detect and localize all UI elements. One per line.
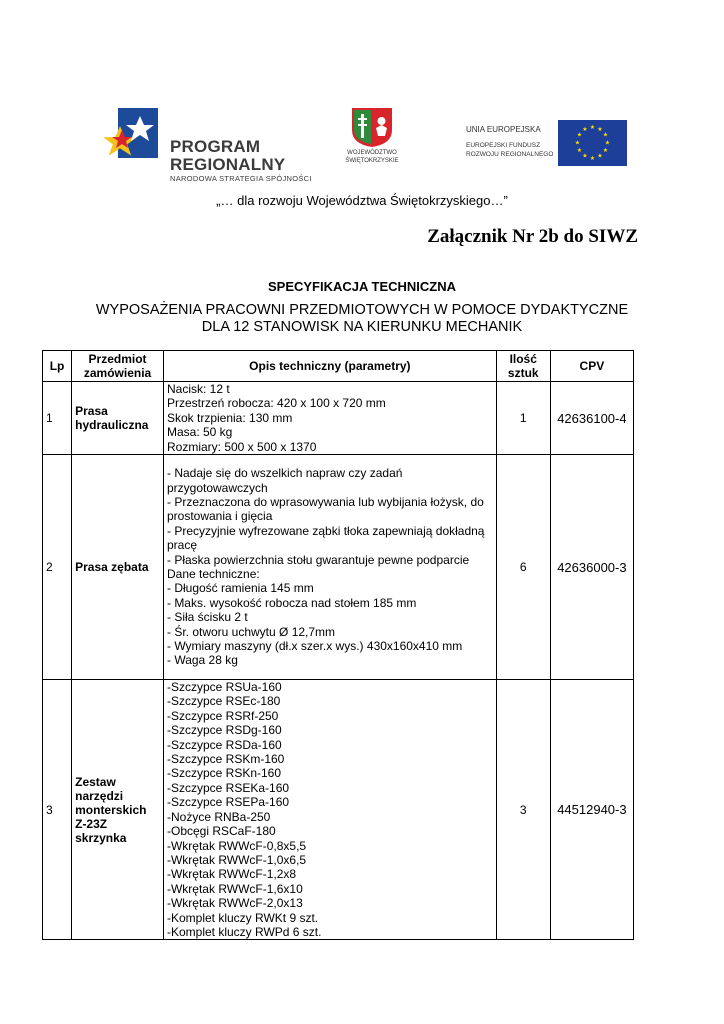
coat-of-arms-icon	[350, 106, 394, 148]
row-lp: 3	[43, 680, 72, 940]
desc-line: - Wymiary maszyny (dł.x szer.x wys.) 430x160x410 mm	[166, 639, 463, 654]
eu-logo-line1: UNIA EUROPEJSKA	[466, 125, 541, 134]
table-header-row	[43, 351, 634, 382]
header-desc: Opis techniczny (parametry)	[163, 351, 496, 382]
row-lp: 1	[43, 382, 72, 455]
row-cpv: 44512940-3	[550, 680, 633, 940]
desc-line: -Szczypce RSKn-160	[166, 766, 282, 781]
row-desc	[163, 382, 496, 455]
svg-text:★: ★	[597, 126, 603, 133]
program-logo-line2: REGIONALNY	[170, 155, 286, 174]
desc-line: -Szczypce RSRf-250	[166, 708, 279, 723]
eu-logo-text	[466, 142, 553, 159]
header-lp: Lp	[43, 351, 72, 382]
desc-line: -Wkrętak RWWcF-2,0x13	[166, 896, 303, 911]
specification-table	[42, 350, 634, 940]
row-cpv: 42636100-4	[550, 382, 633, 455]
row-cpv: 42636000-3	[550, 455, 633, 680]
subtitle	[0, 302, 724, 336]
voivodeship-logo-line2: ŚWIĘTOKRZYSKIE	[345, 157, 399, 164]
desc-line: -Wkrętak RWWcF-1,0x6,5	[166, 852, 307, 867]
table-row	[43, 382, 634, 455]
program-regionalny-logo	[98, 104, 312, 183]
eu-logo-line2: EUROPEJSKI FUNDUSZ	[466, 142, 541, 149]
svg-text:★: ★	[582, 152, 588, 160]
desc-line: - Płaska powierzchnia stołu gwarantuje pewne podparcie	[166, 552, 470, 567]
eu-logo	[466, 120, 638, 170]
row-qty: 1	[496, 382, 550, 455]
annex-title: Załącznik Nr 2b do SIWZ	[427, 226, 638, 247]
voivodeship-logo	[332, 106, 412, 176]
program-star-icon	[98, 108, 166, 176]
row-qty: 3	[496, 680, 550, 940]
desc-line: Masa: 50 kg	[166, 425, 233, 440]
eu-logo-line3: ROZWOJU REGIONALNEGO	[466, 150, 554, 158]
desc-line: -Szczypce RSDg-160	[166, 723, 282, 738]
desc-line: -Szczypce RSUa-160	[166, 680, 282, 695]
row-qty: 6	[496, 455, 550, 680]
svg-text:★: ★	[589, 124, 596, 131]
header-item: Przedmiot zamówienia	[72, 351, 164, 382]
desc-line: -Nożyce RNBa-250	[166, 809, 271, 824]
subtitle-line1: WYPOSAŻENIA PRACOWNI PRZEDMIOTOWYCH W POMOCE DYDAKTYCZNE	[95, 302, 629, 318]
eu-flag-icon	[558, 120, 627, 166]
desc-line: -Obcęgi RSCaF-180	[166, 824, 276, 839]
row-lp: 2	[43, 455, 72, 680]
svg-text:★: ★	[602, 131, 609, 139]
desc-line: - Siła ścisku 2 t	[166, 610, 248, 625]
desc-line: Przestrzeń robocza: 420 x 100 x 720 mm	[166, 396, 386, 411]
row-item: Prasa zębata	[72, 455, 164, 680]
table-row	[43, 680, 634, 940]
logo-bar	[86, 88, 638, 183]
svg-text:★: ★	[576, 147, 583, 154]
desc-line: -Wkrętak RWWcF-0,8x5,5	[166, 838, 307, 853]
desc-line: Dane techniczne:	[166, 567, 260, 582]
desc-line: - Śr. otworu uchwytu Ø 12,7mm	[166, 624, 336, 639]
svg-text:★: ★	[582, 126, 588, 133]
desc-line: - Długość ramienia 145 mm	[166, 581, 314, 596]
desc-line: -Szczypce RSEc-180	[166, 694, 281, 709]
desc-line: Rozmiary: 500 x 500 x 1370	[166, 439, 317, 454]
desc-line: -Szczypce RSDa-160	[166, 737, 282, 752]
header-cpv: CPV	[550, 351, 633, 382]
svg-text:★: ★	[604, 139, 611, 147]
header-qty: Ilość sztuk	[496, 351, 550, 382]
svg-text:★: ★	[597, 152, 603, 160]
table-row	[43, 455, 634, 680]
svg-text:★: ★	[602, 147, 609, 154]
row-desc	[163, 455, 496, 680]
voivodeship-logo-line1: WOJEWÓDZTWO	[347, 150, 397, 156]
desc-line: -Komplet kluczy RWKt 9 szt.	[166, 910, 319, 925]
program-logo-line1: PROGRAM	[170, 137, 261, 156]
subtitle-line2: DLA 12 STANOWISK NA KIERUNKU MECHANIK	[201, 319, 523, 335]
desc-line: -Szczypce RSEPa-160	[166, 795, 290, 810]
row-item: Prasa hydrauliczna	[72, 382, 164, 455]
desc-line: -Wkrętak RWWcF-1,2x8	[166, 867, 297, 882]
spec-title: SPECYFIKACJA TECHNICZNA	[267, 279, 457, 294]
program-logo-line3: NARODOWA STRATEGIA SPÓJNOŚCI	[170, 174, 312, 183]
desc-line: - Nadaje się do wszelkich napraw czy zadań przygotowawczych	[166, 466, 403, 495]
desc-line: - Precyzyjnie wyfrezowane ząbki tłoka zapewniają dokładną pracę	[166, 523, 485, 553]
motto: „… dla rozwoju Województwa Świętokrzyskiego…”	[216, 193, 508, 208]
row-item: Zestaw narzędzi monterskich Z-23Z skrzynka	[72, 680, 164, 940]
desc-line: - Maks. wysokość robocza nad stołem 185 mm	[166, 595, 417, 610]
desc-line: Nacisk: 12 t	[166, 382, 230, 396]
desc-line: -Szczypce RSKm-160	[166, 752, 285, 767]
svg-text:★: ★	[576, 131, 583, 139]
desc-line: -Wkrętak RWWcF-1,6x10	[166, 881, 303, 896]
svg-text:★: ★	[574, 139, 581, 147]
row-desc	[163, 680, 496, 940]
svg-text:★: ★	[589, 155, 596, 162]
desc-line: - Przeznaczona do wprasowywania lub wybijania łożysk, do prostowania i gięcia	[166, 495, 484, 524]
desc-line: Skok trzpienia: 130 mm	[166, 410, 293, 425]
desc-line: -Szczypce RSEKa-160	[166, 780, 290, 795]
desc-line: -Komplet kluczy RWPd 6 szt.	[166, 924, 322, 939]
desc-line: - Waga 28 kg	[166, 653, 238, 668]
voivodeship-logo-text	[332, 150, 412, 165]
